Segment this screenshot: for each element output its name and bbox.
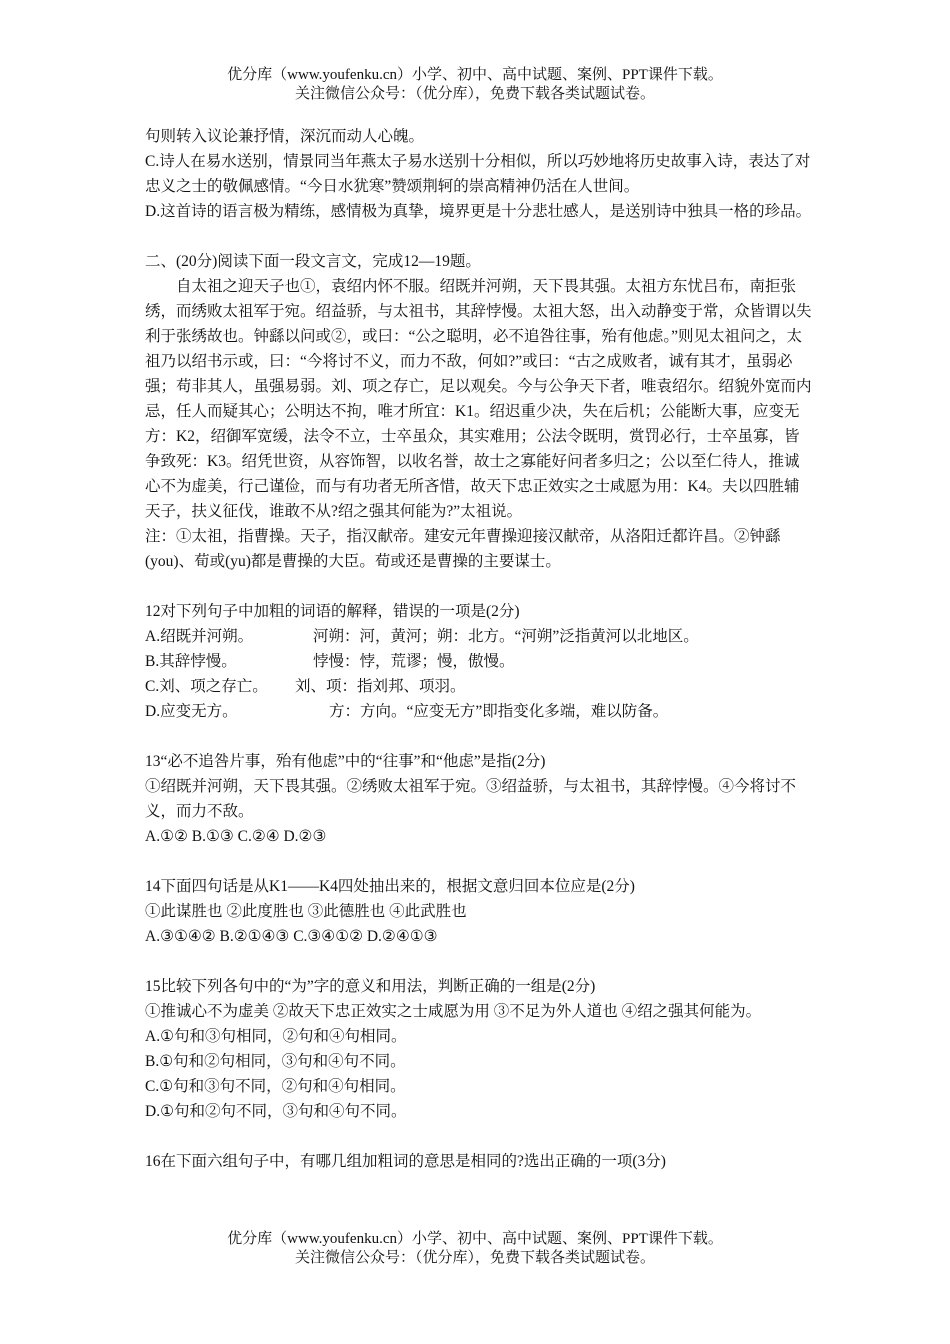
q14-choices: A.③①④② B.②①④③ C.③④①② D.②④①③ [145, 928, 438, 945]
footer-line-2: 关注微信公众号：（优分库），免费下载各类试题试卷。 [294, 1250, 655, 1266]
q12-option-b-text: B.其辞悖慢。 [145, 653, 237, 670]
q12-option-d-explanation: 方：方向。“应变无方”即指变化多端，难以防备。 [329, 703, 669, 720]
classical-passage: 自太祖之迎天子也①，袁绍内怀不服。绍既并河朔，天下畏其强。太祖方东忧吕布，南拒张绣，而绣败太祖军于宛。绍益骄，与太祖书，其辞悖慢。太祖大怒，出入动静变于常，众皆谓以失利于张绣故也。钟繇以问或②，或曰：“公之聪明，必不追咎往事，殆有他虑。”则见太祖问之，太祖乃以绍书示或，曰：“今将讨不义，而力不敌，何如?”或曰：“古之成败者，诚有其才，虽弱必强；苟非其人，虽强易弱。刘、项之存亡，足以观矣。今与公争天下者，唯袁绍尔。绍貌外宽而内忌，任人而疑其心；公明达不拘，唯才所宜：K1。绍迟重少决，失在后机；公能断大事，应变无方：K2，绍御军宽缓，法令不立，士卒虽众，其实难用；公法令既明，赏罚必行，士卒虽寡，皆争致死：K3。绍凭世资，从容饰智，以收名誉，故士之寡能好问者多归之；公以至仁待人，推诚心不为虚美，行己谨俭，而与有功者无所吝惜，故天下忠正效实之士咸愿为用：K4。夫以四胜辅天子，扶义征伐，谁敢不从?绍之强其何能为?”太祖说。 [145, 278, 812, 520]
q15-option-d: D.①句和②句不同，③句和④句不同。 [145, 1103, 407, 1120]
page-footer [0, 1230, 950, 1268]
q12-option-c [145, 674, 813, 699]
prev-continuation: 句则转入议论兼抒情，深沉而动人心魄。 [145, 128, 425, 145]
question-12-stem: 12对下列句子中加粗的词语的解释，错误的一项是(2分) [145, 603, 520, 620]
q12-option-a-text: A.绍既并河朔。 [145, 628, 254, 645]
q12-option-c-explanation: 刘、项：指刘邦、项羽。 [295, 678, 466, 695]
q12-option-a-explanation: 河朔：河，黄河；朔：北方。“河朔”泛指黄河以北地区。 [313, 628, 699, 645]
q12-option-a [145, 624, 813, 649]
header-line-1: 优分库（www.youfenku.cn）小学、初中、高中试题、案例、PPT课件下载。 [227, 67, 723, 83]
question-15-stem: 15比较下列各句中的“为”字的意义和用法，判断正确的一组是(2分) [145, 978, 596, 995]
q13-items: ①绍既并河朔，天下畏其强。②绣败太祖军于宛。③绍益骄，与太祖书，其辞悖慢。④今将讨不义，而力不敌。 [145, 778, 797, 820]
q12-option-c-text: C.刘、项之存亡。 [145, 678, 268, 695]
q15-option-a: A.①句和③句相同，②句和④句相同。 [145, 1028, 407, 1045]
question-16-stem: 16在下面六组句子中，有哪几组加粗词的意思是相同的?选出正确的一项(3分) [145, 1153, 666, 1170]
page-header [0, 66, 950, 104]
q15-option-c: C.①句和③句不同，②句和④句相同。 [145, 1078, 406, 1095]
prev-option-d: D.这首诗的语言极为精练，感情极为真挚，境界更是十分悲壮感人，是送别诗中独具一格的珍品。 [145, 203, 812, 220]
q12-option-b-explanation: 悖慢：悖，荒谬；慢，傲慢。 [313, 653, 515, 670]
header-line-2: 关注微信公众号：（优分库），免费下载各类试题试卷。 [294, 86, 655, 102]
section-title: 二、(20分)阅读下面一段文言文，完成12—19题。 [145, 253, 481, 270]
q15-items: ①推诚心不为虚美 ②故天下忠正效实之士咸愿为用 ③不足为外人道也 ④绍之强其何能为。 [145, 1003, 762, 1020]
question-14-stem: 14下面四句话是从K1——K4四处抽出来的，根据文意归回本位应是(2分) [145, 878, 635, 895]
footer-line-1: 优分库（www.youfenku.cn）小学、初中、高中试题、案例、PPT课件下载。 [227, 1231, 723, 1247]
question-13-stem: 13“必不追咎片事，殆有他虑”中的“往事”和“他虑”是指(2分) [145, 753, 546, 770]
prev-option-c: C.诗人在易水送别，情景同当年燕太子易水送别十分相似，所以巧妙地将历史故事入诗，表达了对忠义之士的敬佩感情。“今日水犹寒”赞颂荆轲的崇高精神仍活在人世间。 [145, 153, 811, 195]
passage-note: 注：①太祖，指曹操。天子，指汉献帝。建安元年曹操迎接汉献帝，从洛阳迁都许昌。②钟繇(you)、荀或(yu)都是曹操的大臣。荀或还是曹操的主要谋士。 [145, 528, 781, 570]
document-body [145, 124, 813, 1174]
q12-option-d-text: D.应变无方。 [145, 703, 238, 720]
q15-option-b: B.①句和②句相同，③句和④句不同。 [145, 1053, 406, 1070]
q14-items: ①此谋胜也 ②此度胜也 ③此德胜也 ④此武胜也 [145, 903, 467, 920]
q13-choices: A.①② B.①③ C.②④ D.②③ [145, 828, 327, 845]
q12-option-b [145, 649, 813, 674]
q12-option-d [145, 699, 813, 724]
